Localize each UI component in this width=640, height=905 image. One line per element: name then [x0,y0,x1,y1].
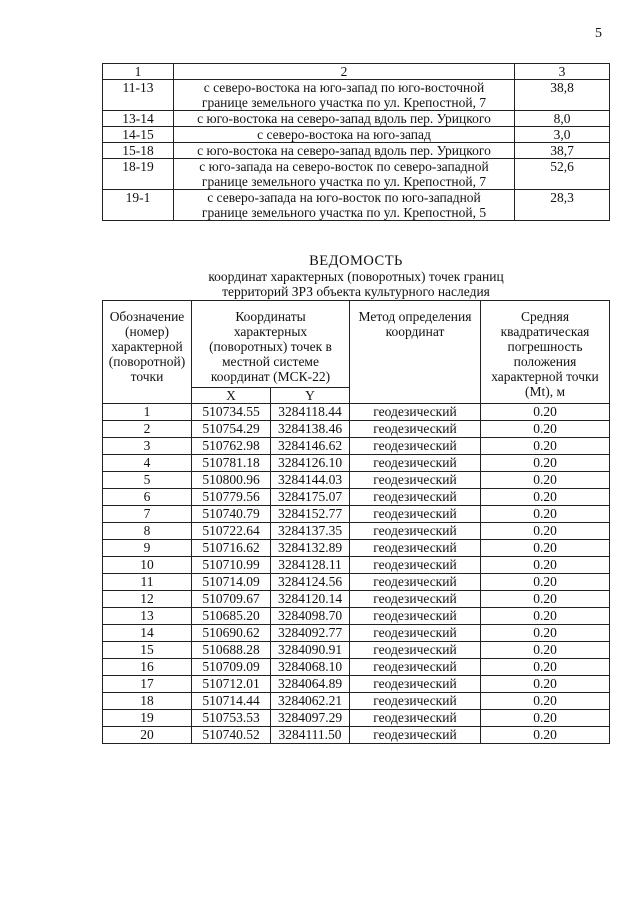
coord-y: 3284098.70 [271,608,350,625]
coord-y: 3284144.03 [271,472,350,489]
error-cell: 0.20 [481,404,610,421]
statement-title: ВЕДОМОСТЬ [309,253,403,269]
coord-y: 3284118.44 [271,404,350,421]
segments-header-cell: 1 [103,64,174,80]
coord-y: 3284111.50 [271,727,350,744]
error-cell: 0.20 [481,727,610,744]
method-cell: геодезический [350,557,481,574]
point-number: 3 [103,438,192,455]
method-cell: геодезический [350,540,481,557]
segment-length: 38,8 [515,80,610,111]
method-cell: геодезический [350,523,481,540]
method-cell: геодезический [350,676,481,693]
segment-description-line: границе земельного участка по ул. Крепостной, 5 [201,205,487,220]
method-cell: геодезический [350,489,481,506]
segment-row [103,159,610,190]
segment-description [174,111,515,127]
coordinate-row [103,506,610,523]
point-number: 16 [103,659,192,676]
point-number: 12 [103,591,192,608]
segment-description-line: с северо-запада на юго-восток по юго-западной [207,190,481,205]
coord-y: 3284132.89 [271,540,350,557]
coordinate-row [103,591,610,608]
header-coordinates: Координаты характерных (поворотных) точек в местной системе координат (МСК-22) [192,301,350,388]
coord-x: 510685.20 [192,608,271,625]
coord-y: 3284128.11 [271,557,350,574]
segment-length: 28,3 [515,190,610,221]
point-number: 6 [103,489,192,506]
segment-description-line: границе земельного участка по ул. Крепостной, 7 [201,174,487,189]
header-designation: Обозначение (номер) характерной (поворотной) точки [103,301,192,404]
method-cell: геодезический [350,625,481,642]
coord-x: 510779.56 [192,489,271,506]
segment-points: 18-19 [103,159,174,190]
error-cell: 0.20 [481,523,610,540]
segment-description [174,80,515,111]
header-method: Метод определения координат [350,301,481,404]
method-cell: геодезический [350,506,481,523]
segment-description-line: границе земельного участка по ул. Крепостной, 7 [201,95,487,110]
segment-points: 11-13 [103,80,174,111]
coord-x: 510781.18 [192,455,271,472]
segment-description [174,143,515,159]
boundary-segments-table [102,63,610,221]
segment-description-line: с северо-востока на юго-запад по юго-восточной [203,80,485,95]
coord-x: 510714.09 [192,574,271,591]
segments-header-cell: 2 [174,64,515,80]
point-number: 4 [103,455,192,472]
error-cell: 0.20 [481,489,610,506]
segment-points: 14-15 [103,127,174,143]
header-x: X [192,388,271,404]
coord-x: 510722.64 [192,523,271,540]
point-number: 19 [103,710,192,727]
segment-description-line: с северо-востока на юго-запад [257,127,431,142]
coord-x: 510740.79 [192,506,271,523]
coordinate-row [103,693,610,710]
coordinate-row [103,676,610,693]
coord-y: 3284064.89 [271,676,350,693]
coordinate-row [103,455,610,472]
coord-y: 3284137.35 [271,523,350,540]
coordinate-row [103,472,610,489]
method-cell: геодезический [350,438,481,455]
error-cell: 0.20 [481,642,610,659]
segment-points: 19-1 [103,190,174,221]
point-number: 20 [103,727,192,744]
coord-x: 510716.62 [192,540,271,557]
error-cell: 0.20 [481,608,610,625]
error-cell: 0.20 [481,540,610,557]
point-number: 7 [103,506,192,523]
coordinate-row [103,489,610,506]
segment-length: 3,0 [515,127,610,143]
statement-heading [102,254,610,299]
coord-y: 3284062.21 [271,693,350,710]
coord-x: 510740.52 [192,727,271,744]
coord-y: 3284097.29 [271,710,350,727]
coordinate-row [103,642,610,659]
segment-row [103,127,610,143]
segment-length: 38,7 [515,143,610,159]
coord-y: 3284090.91 [271,642,350,659]
coordinate-row [103,438,610,455]
segment-points: 13-14 [103,111,174,127]
page-number: 5 [595,26,602,41]
coord-y: 3284126.10 [271,455,350,472]
coordinate-row [103,523,610,540]
coord-x: 510800.96 [192,472,271,489]
error-cell: 0.20 [481,693,610,710]
method-cell: геодезический [350,710,481,727]
error-cell: 0.20 [481,710,610,727]
point-number: 9 [103,540,192,557]
coordinate-row [103,404,610,421]
segment-description [174,190,515,221]
method-cell: геодезический [350,404,481,421]
point-number: 17 [103,676,192,693]
point-number: 8 [103,523,192,540]
method-cell: геодезический [350,693,481,710]
statement-subtitle-line1: координат характерных (поворотных) точек границ [208,269,504,284]
coord-y: 3284152.77 [271,506,350,523]
segment-length: 8,0 [515,111,610,127]
error-cell: 0.20 [481,472,610,489]
method-cell: геодезический [350,659,481,676]
method-cell: геодезический [350,421,481,438]
method-cell: геодезический [350,642,481,659]
error-cell: 0.20 [481,506,610,523]
coord-x: 510762.98 [192,438,271,455]
coordinate-row [103,421,610,438]
coordinate-row [103,557,610,574]
method-cell: геодезический [350,574,481,591]
coord-x: 510753.53 [192,710,271,727]
error-cell: 0.20 [481,557,610,574]
error-cell: 0.20 [481,676,610,693]
coords-header-row [103,301,610,388]
segment-description [174,159,515,190]
coordinate-row [103,540,610,557]
method-cell: геодезический [350,455,481,472]
point-number: 15 [103,642,192,659]
point-number: 14 [103,625,192,642]
error-cell: 0.20 [481,421,610,438]
point-number: 18 [103,693,192,710]
coord-y: 3284124.56 [271,574,350,591]
segments-header-row [103,64,610,80]
coord-x: 510688.28 [192,642,271,659]
error-cell: 0.20 [481,574,610,591]
coordinate-row [103,659,610,676]
coordinate-row [103,727,610,744]
segment-description-line: с юго-запада на северо-восток по северо-западной [199,159,489,174]
coord-y: 3284138.46 [271,421,350,438]
method-cell: геодезический [350,472,481,489]
coordinate-row [103,574,610,591]
segment-description [174,127,515,143]
error-cell: 0.20 [481,659,610,676]
coord-y: 3284068.10 [271,659,350,676]
statement-subtitle-line2: территорий ЗРЗ объекта культурного наследия [222,284,490,299]
point-number: 5 [103,472,192,489]
coord-x: 510709.09 [192,659,271,676]
segments-header-cell: 3 [515,64,610,80]
method-cell: геодезический [350,727,481,744]
coord-y: 3284092.77 [271,625,350,642]
coordinate-row [103,710,610,727]
error-cell: 0.20 [481,591,610,608]
coord-y: 3284175.07 [271,489,350,506]
coord-y: 3284120.14 [271,591,350,608]
method-cell: геодезический [350,591,481,608]
coord-x: 510690.62 [192,625,271,642]
point-number: 11 [103,574,192,591]
coord-x: 510754.29 [192,421,271,438]
method-cell: геодезический [350,608,481,625]
coordinates-table [102,300,610,744]
coord-x: 510714.44 [192,693,271,710]
segment-row [103,143,610,159]
coord-x: 510710.99 [192,557,271,574]
point-number: 1 [103,404,192,421]
coordinate-row [103,625,610,642]
segment-length: 52,6 [515,159,610,190]
error-cell: 0.20 [481,438,610,455]
point-number: 13 [103,608,192,625]
segment-description-line: с юго-востока на северо-запад вдоль пер. Урицкого [197,143,491,158]
coordinate-row [103,608,610,625]
coord-x: 510712.01 [192,676,271,693]
segment-row [103,80,610,111]
header-y: Y [271,388,350,404]
segment-description-line: с юго-востока на северо-запад вдоль пер. Урицкого [197,111,491,126]
point-number: 2 [103,421,192,438]
coord-y: 3284146.62 [271,438,350,455]
coord-x: 510709.67 [192,591,271,608]
segment-points: 15-18 [103,143,174,159]
segment-row [103,190,610,221]
coord-x: 510734.55 [192,404,271,421]
point-number: 10 [103,557,192,574]
header-error: Средняя квадратическая погрешность положения характерной точки (Mt), м [481,301,610,404]
segment-row [103,111,610,127]
error-cell: 0.20 [481,625,610,642]
error-cell: 0.20 [481,455,610,472]
